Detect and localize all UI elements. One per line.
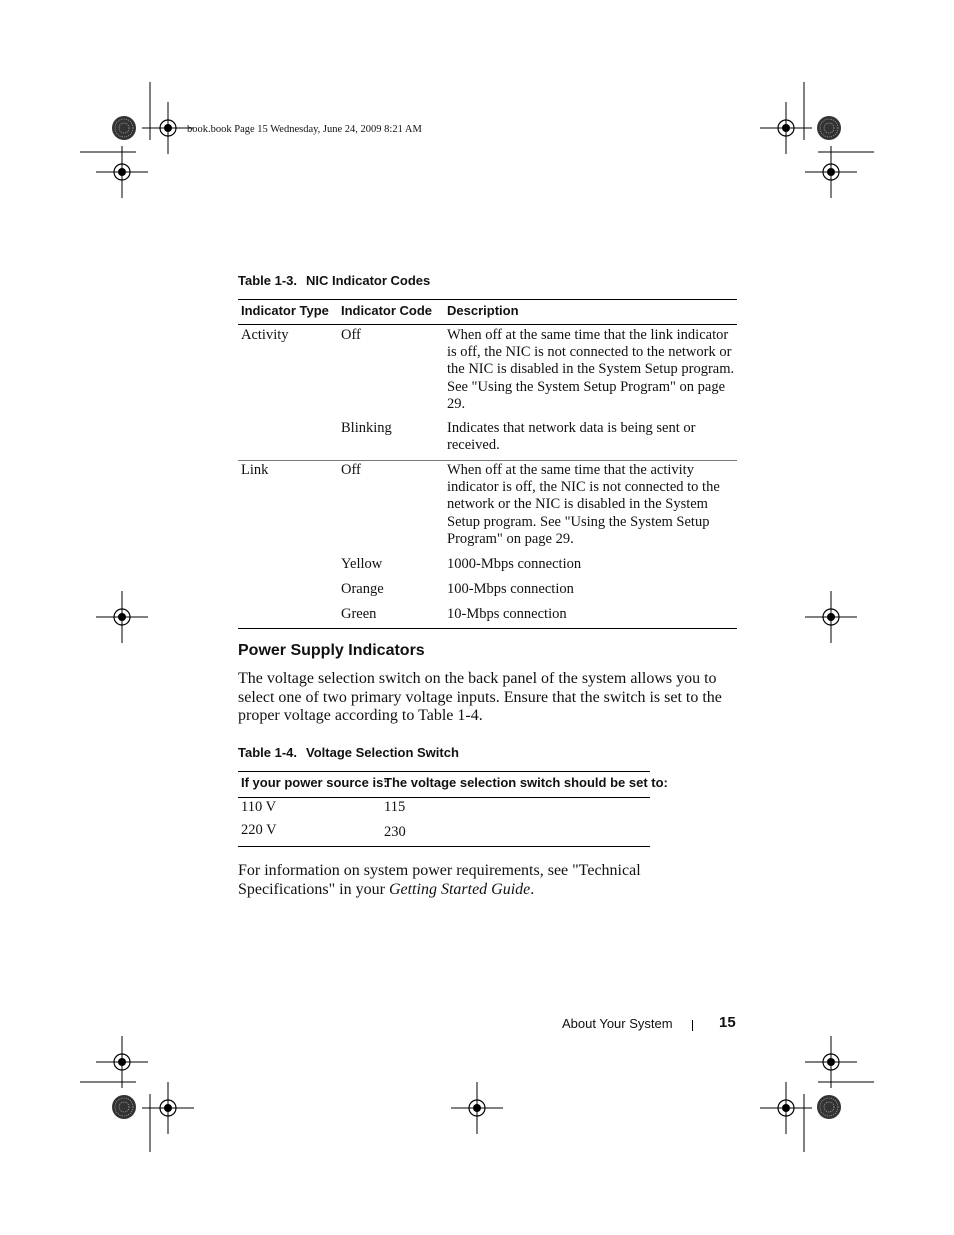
- table-cell-description: Indicates that network data is being sent or received.: [447, 420, 696, 454]
- table-cell-source: 220 V: [241, 822, 277, 838]
- table-cell-source: 110 V: [241, 799, 277, 815]
- section-paragraph: The voltage selection switch on the back panel of the system allows you to select one of two primary voltage inputs. Ensure that the switch is set to the proper voltage according to Table 1-4.: [238, 670, 722, 724]
- column-header: Description: [447, 303, 519, 318]
- table-caption-title: NIC Indicator Codes: [306, 273, 431, 288]
- footer-section-name: About Your System: [562, 1016, 673, 1031]
- table-cell-code: Blinking: [341, 420, 392, 436]
- table-caption-number: Table 1-3.: [238, 273, 298, 288]
- registration-crosshair-icon: [805, 146, 857, 198]
- column-header: If your power source is:: [241, 775, 388, 790]
- table-cell-code: Yellow: [341, 556, 383, 572]
- closing-paragraph: For information on system power requirements, see "Technical Specifications" in your Getting Started Guide.: [238, 862, 641, 898]
- table-cell-setting: 230: [384, 824, 406, 840]
- section-heading: Power Supply Indicators: [238, 642, 425, 659]
- registration-crosshair-icon: [96, 591, 148, 643]
- registration-disc-icon: [817, 116, 841, 140]
- table-cell-description: 1000-Mbps connection: [447, 556, 582, 572]
- registration-crosshair-icon: [96, 1036, 148, 1088]
- table-caption-number: Table 1-4.: [238, 745, 298, 760]
- table-caption-title: Voltage Selection Switch: [306, 745, 459, 760]
- footer-divider: [692, 1020, 693, 1031]
- table-cell-description: When off at the same time that the link indicator is off, the NIC is not connected to the network or the NIC is disabled in the System Setup program. See "Using the System Setup Program" on page 29.: [447, 327, 735, 412]
- column-header: The voltage selection switch should be set to:: [384, 775, 668, 790]
- column-header: Indicator Code: [341, 303, 433, 318]
- table-cell-description: 100-Mbps connection: [447, 581, 574, 597]
- registration-crosshair-icon: [451, 1082, 503, 1134]
- table-cell-type: Activity: [241, 327, 289, 343]
- table-cell-type: Link: [241, 462, 269, 478]
- table-cell-code: Off: [341, 462, 361, 478]
- table-cell-code: Green: [341, 606, 377, 622]
- page-number: 15: [719, 1014, 736, 1031]
- registration-disc-icon: [112, 1095, 136, 1119]
- registration-disc-icon: [817, 1095, 841, 1119]
- table-cell-code: Off: [341, 327, 361, 343]
- column-header: Indicator Type: [241, 303, 329, 318]
- table-cell-code: Orange: [341, 581, 384, 597]
- table-cell-setting: 115: [384, 799, 406, 815]
- running-header: book.book Page 15 Wednesday, June 24, 2009 8:21 AM: [187, 124, 422, 135]
- table-1-4-caption: [238, 745, 459, 760]
- table-cell-description: 10-Mbps connection: [447, 606, 567, 622]
- registration-crosshair-icon: [805, 1036, 857, 1088]
- registration-crosshair-icon: [805, 591, 857, 643]
- registration-crosshair-icon: [96, 146, 148, 198]
- registration-disc-icon: [112, 116, 136, 140]
- table-cell-description: When off at the same time that the activity indicator is off, the NIC is not connected to the network or the NIC is disabled in the System Setup program. See "Using the System Setup Program" on page 29.: [447, 462, 720, 547]
- table-1-3-caption: [238, 273, 430, 288]
- guide-title: Getting Started Guide: [388, 880, 531, 898]
